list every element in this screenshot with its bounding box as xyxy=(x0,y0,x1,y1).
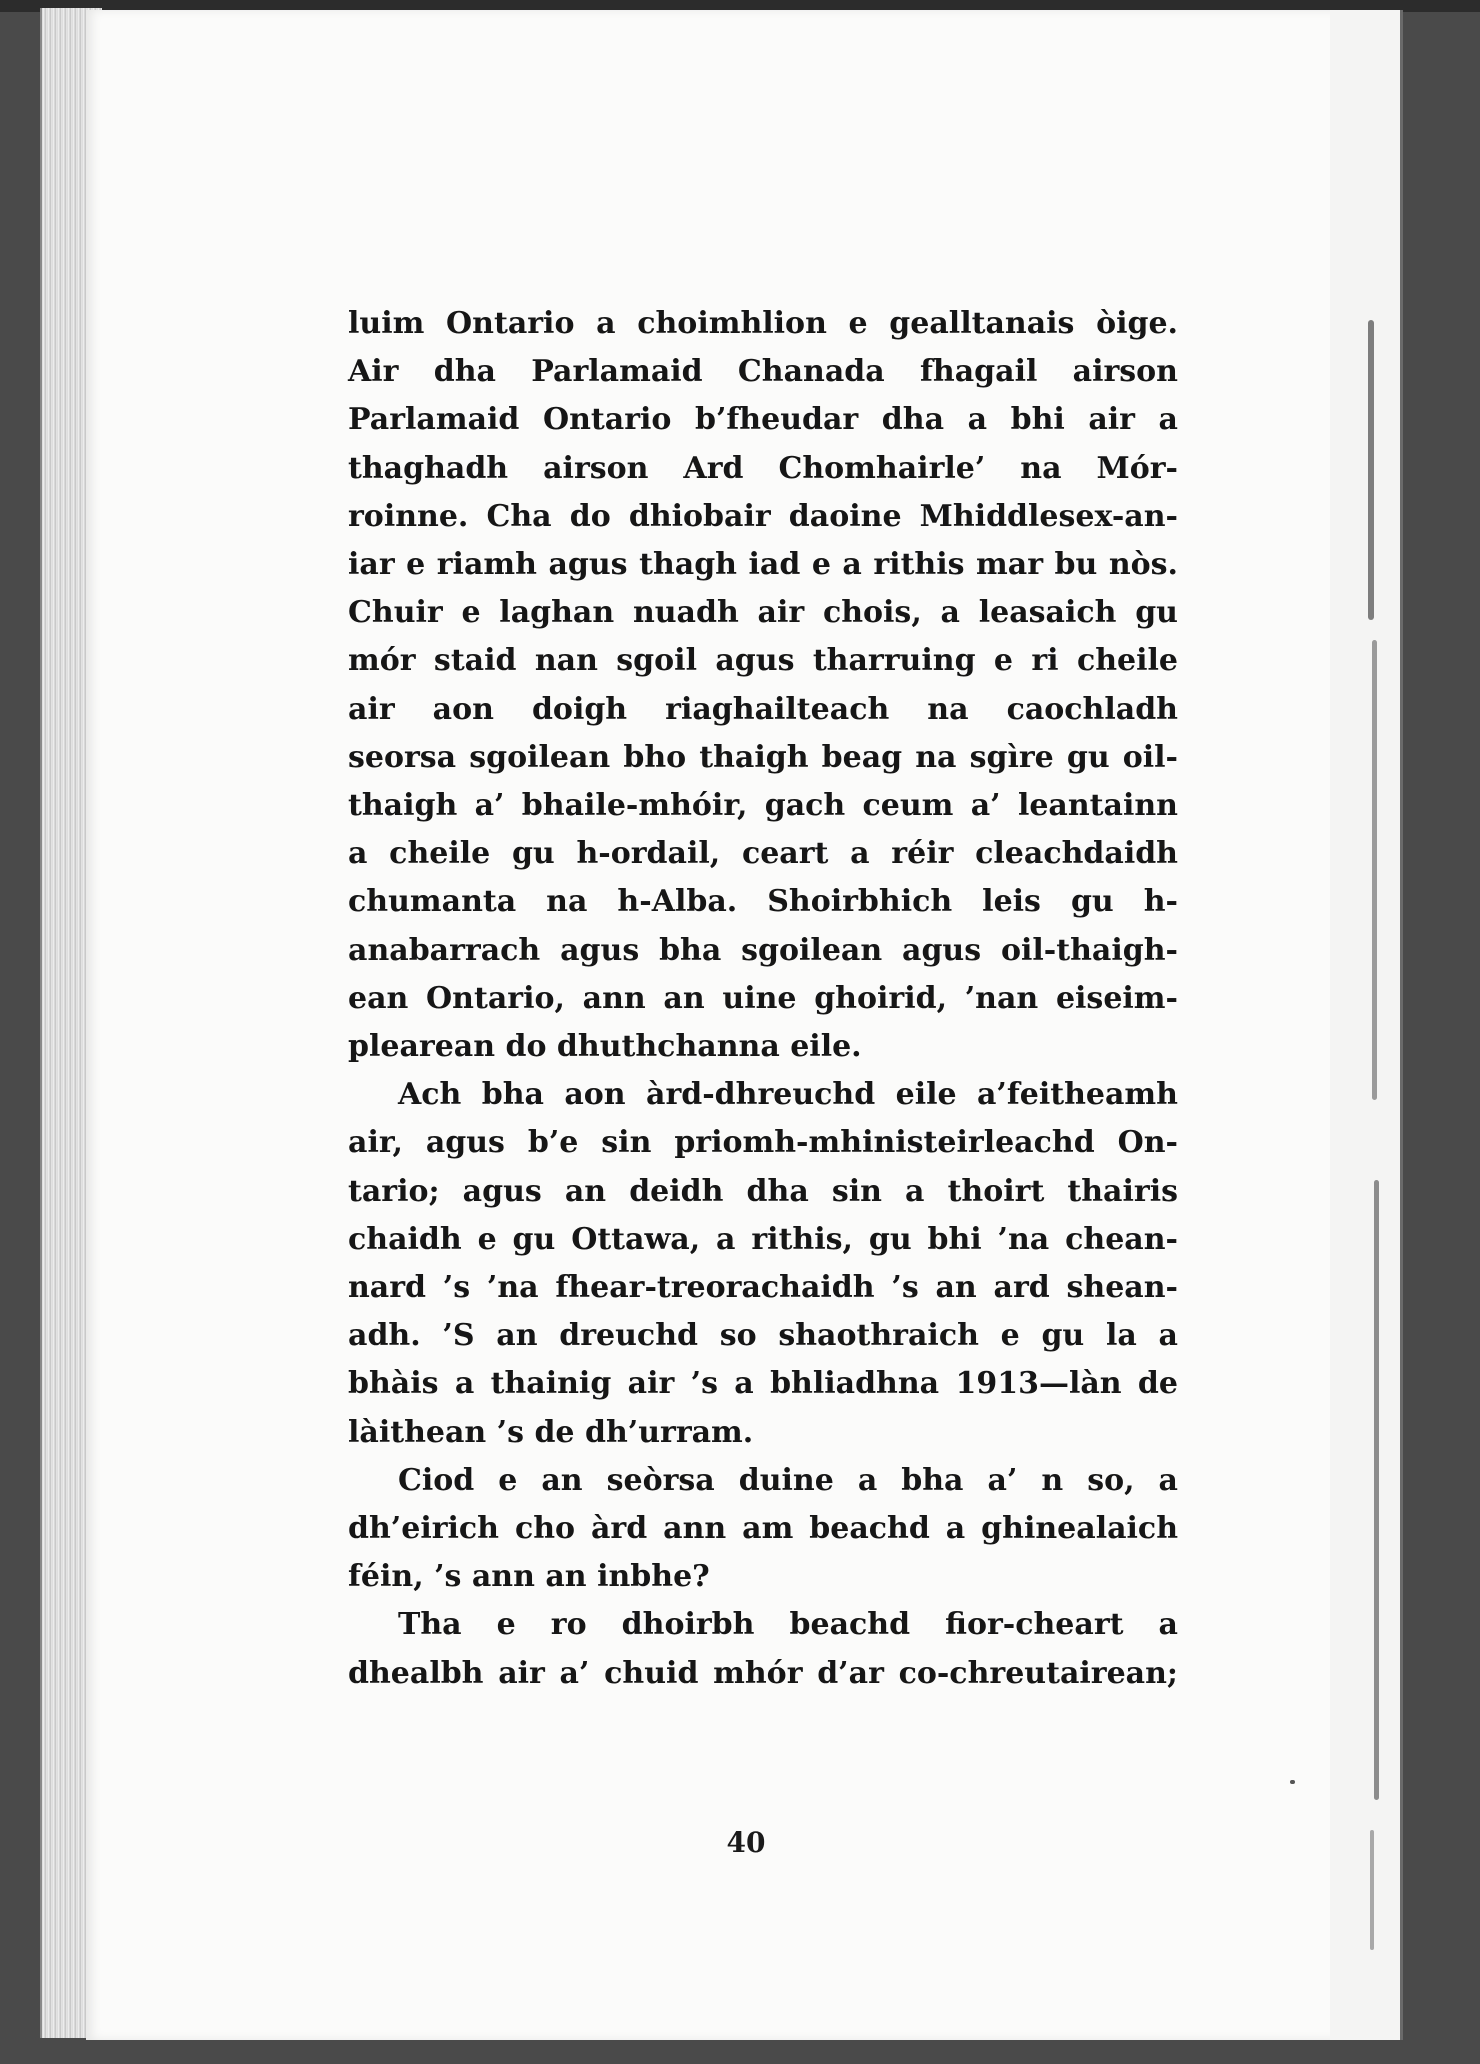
book-spine-edge xyxy=(1330,10,1403,2040)
text-line: air aon doigh riaghailteach na caochladh xyxy=(348,691,1178,727)
text-line: chumanta na h-Alba. Shoirbhich leis gu h- xyxy=(348,884,1178,920)
binding-stitch xyxy=(1374,1180,1379,1800)
text-line: chaidh e gu Ottawa, a rithis, gu bhi ’na chean- xyxy=(348,1221,1178,1257)
text-line: bhàis a thainig air ’s a bhliadhna 1913—làn de xyxy=(348,1366,1178,1402)
text-line: seorsa sgoilean bho thaigh beag na sgìre gu oil- xyxy=(348,739,1178,775)
text-line: làithean ’s de dh’urram. xyxy=(348,1414,754,1450)
text-line: nard ’s ’na fhear-treorachaidh ’s an ard shean- xyxy=(348,1270,1178,1306)
body-text xyxy=(348,300,1178,1698)
binding-stitch xyxy=(1372,640,1377,1100)
text-line: thaigh a’ bhaile-mhóir, gach ceum a’ leantainn xyxy=(348,788,1178,824)
text-line: ean Ontario, ann an uine ghoirid, ’nan eiseim- xyxy=(348,980,1178,1016)
text-line: dhealbh air a’ chuid mhór d’ar co-chreutairean; xyxy=(348,1655,1178,1691)
text-line: Parlamaid Ontario b’fheudar dha a bhi air a xyxy=(348,402,1178,438)
text-line: adh. ’S an dreuchd so shaothraich e gu la a xyxy=(348,1318,1178,1354)
text-line: Ach bha aon àrd-dhreuchd eile a’feitheamh xyxy=(398,1077,1178,1113)
text-line: tario; agus an deidh dha sin a thoirt thairis xyxy=(348,1173,1178,1209)
text-line: Air dha Parlamaid Chanada fhagail airson xyxy=(348,354,1178,390)
text-line: Ciod e an seòrsa duine a bha a’ n so, a xyxy=(398,1462,1178,1498)
binding-stitch xyxy=(1368,320,1374,620)
text-line: thaghadh airson Ard Chomhairle’ na Mór- xyxy=(348,450,1178,486)
text-line: mór staid nan sgoil agus tharruing e ri cheile xyxy=(348,643,1178,679)
page-number: 40 xyxy=(726,1826,766,1859)
text-line: Tha e ro dhoirbh beachd fior-cheart a xyxy=(398,1607,1178,1643)
text-line: anabarrach agus bha sgoilean agus oil-thaigh- xyxy=(348,932,1178,968)
text-line: Chuir e laghan nuadh air chois, a leasaich gu xyxy=(348,595,1178,631)
text-line: a cheile gu h-ordail, ceart a réir cleachdaidh xyxy=(348,836,1178,872)
text-line: roinne. Cha do dhiobair daoine Mhiddlesex-an- xyxy=(348,498,1178,534)
text-line: iar e riamh agus thagh iad e a rithis mar bu nòs. xyxy=(348,547,1178,583)
text-line: dh’eirich cho àrd ann am beachd a ghinealaich xyxy=(348,1511,1178,1547)
text-line: féin, ’s ann an inbhe? xyxy=(348,1559,710,1595)
text-line: luim Ontario a choimhlion e gealltanais òige. xyxy=(348,306,1178,341)
dust-speck xyxy=(1290,1780,1295,1784)
text-line: air, agus b’e sin priomh-mhinisteirleachd On- xyxy=(348,1125,1178,1161)
text-line: plearean do dhuthchanna eile. xyxy=(348,1029,862,1065)
